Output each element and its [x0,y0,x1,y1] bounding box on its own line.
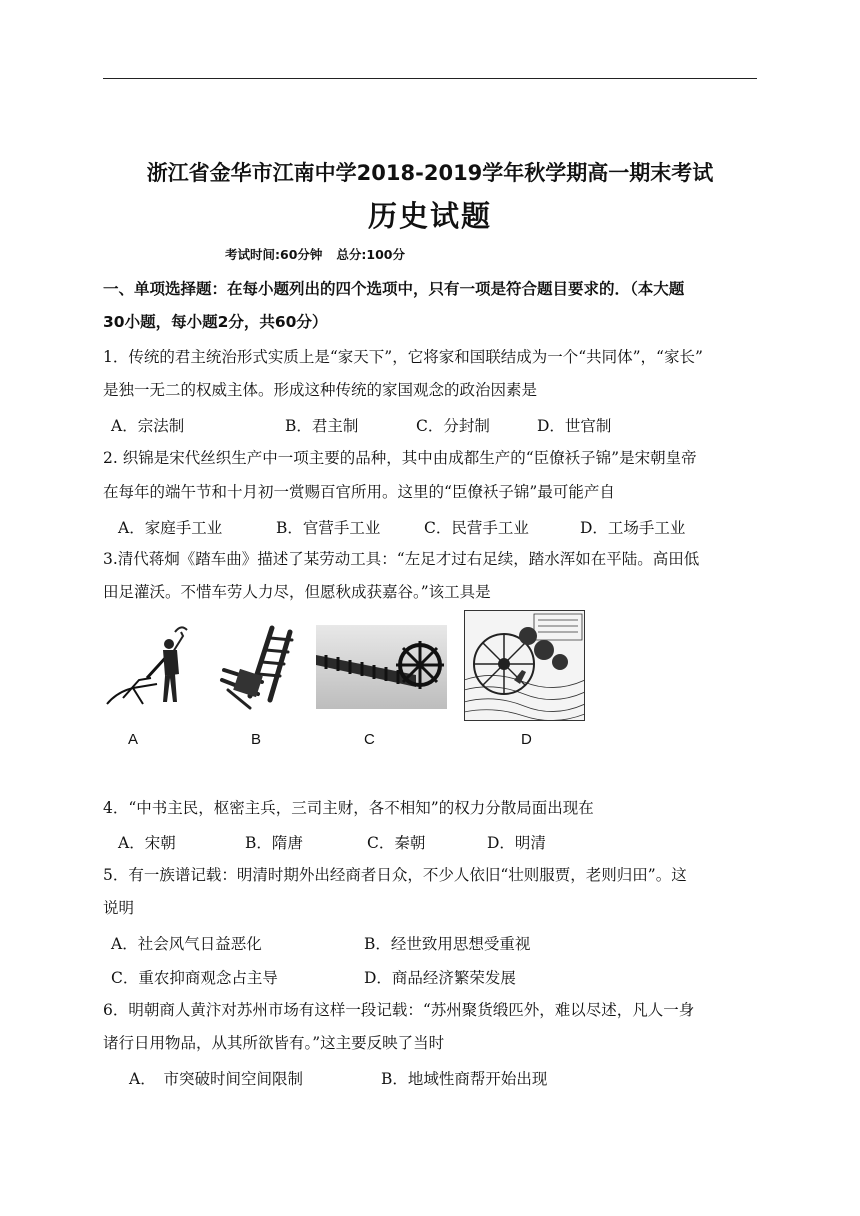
q6-option-b: B．地域性商帮开始出现 [381,1070,548,1088]
q3-stem-line2: 田足灌沃。不惜车劳人力尽，但愿秋成获嘉谷。”该工具是 [103,583,491,601]
q1-stem-line2: 是独一无二的权威主体。形成这种传统的家国观念的政治因素是 [103,381,538,399]
image-label-c: C [364,731,375,748]
q4-option-a: A．宋朝 [118,834,176,852]
tool-image-a [103,622,199,712]
q6-stem-line2: 诸行日用物品，从其所欲皆有。”这主要反映了当时 [103,1034,445,1052]
image-label-d: D [521,731,532,748]
q2-stem-line1: 2. 织锦是宋代丝织生产中一项主要的品种，其中由成都生产的“臣僚袄子锦”是宋朝皇帝 [103,449,697,467]
q6-option-a: A． 市突破时间空间限制 [129,1070,303,1088]
image-label-a: A [128,731,139,748]
q1-option-c: C．分封制 [416,417,490,435]
q5-option-a: A．社会风气日益恶化 [111,935,262,953]
q3-stem-line1: 3.清代蒋炯《踏车曲》描述了某劳动工具：“左足才过右足续，踏水浑如在平陆。高田低 [103,550,700,568]
header-rule [103,78,757,79]
q4-stem-line1: 4．“中书主民，枢密主兵，三司主财，各不相知”的权力分散局面出现在 [103,799,594,817]
q5-stem-line1: 5．有一族谱记载：明清时期外出经商者日众，不少人依旧“壮则服贾，老则归田”。这 [103,866,687,884]
q2-option-d: D．工场手工业 [580,519,686,537]
section-heading-line1: 一、单项选择题：在每小题列出的四个选项中，只有一项是符合题目要求的．（本大题 [103,280,685,298]
q2-option-a: A．家庭手工业 [118,519,223,537]
q1-stem-line1: 1．传统的君主统治形式实质上是“家天下”，它将家和国联结成为一个“共同体”，“家长” [103,348,703,366]
q2-option-b: B．官营手工业 [276,519,381,537]
q5-stem-line2: 说明 [103,899,135,917]
q4-option-d: D．明清 [487,834,546,852]
exam-title: 浙江省金华市江南中学2018-2019学年秋学期高一期末考试 [146,161,714,185]
tool-image-b [212,624,304,716]
exam-subtitle: 历史试题 [367,199,492,233]
q2-stem-line2: 在每年的端午节和十月初一赏赐百官所用。这里的“臣僚袄子锦”最可能产自 [103,483,615,501]
tool-image-c [316,625,447,709]
q5-option-b: B．经世致用思想受重视 [364,935,531,953]
q1-option-a: A．宗法制 [111,417,185,435]
section-heading-line2: 30小题，每小题2分，共60分） [103,313,328,331]
q5-option-d: D．商品经济繁荣发展 [364,969,516,987]
exam-meta [225,245,405,263]
q6-stem-line1: 6．明朝商人黄汴对苏州市场有这样一段记载：“苏州聚货缎匹外，难以尽述，凡人一身 [103,1001,695,1019]
image-label-b: B [251,731,262,748]
q2-option-c: C．民营手工业 [424,519,529,537]
q5-option-c: C．重农抑商观念占主导 [111,969,278,987]
q4-option-c: C．秦朝 [367,834,426,852]
total-score: 总分:100分 [336,247,405,262]
exam-time: 考试时间:60分钟 [225,247,323,262]
q1-option-d: D．世官制 [537,417,612,435]
q4-option-b: B．隋唐 [245,834,303,852]
q1-option-b: B．君主制 [285,417,359,435]
tool-image-d [464,610,585,721]
